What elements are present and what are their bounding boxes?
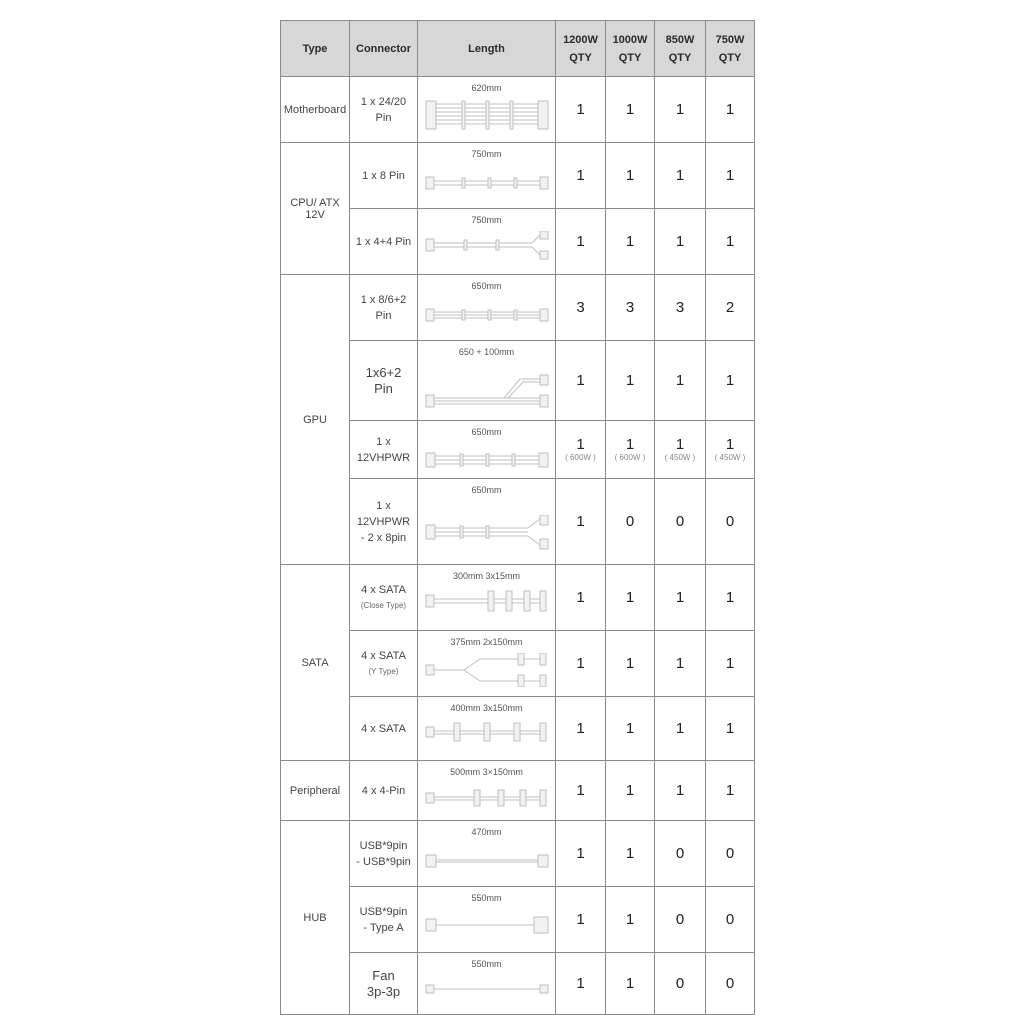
table-row xyxy=(281,821,755,887)
qty-1000w: 1 xyxy=(606,77,655,143)
qty-note: ( 600W ) xyxy=(614,453,646,462)
cable-pcie-split-image xyxy=(424,371,550,411)
qty-1000w: 1 xyxy=(606,887,655,953)
table-row xyxy=(281,565,755,631)
qty-850w: 3 xyxy=(655,275,706,341)
connector-line: 4 x SATA xyxy=(361,649,406,662)
header-1200w-qty: QTY xyxy=(569,51,592,64)
length-label: 300mm 3x15mm xyxy=(452,571,521,581)
connector-subtype: (Y Type) xyxy=(368,666,399,676)
qty-850w: 1 xyxy=(655,761,706,821)
qty-1000w: 1 xyxy=(606,821,655,887)
type-cpu-line: CPU/ ATX xyxy=(290,196,340,209)
length-cell xyxy=(418,143,556,209)
type-hub: HUB xyxy=(281,821,350,1015)
table-row xyxy=(281,77,755,143)
qty-750w: 0 xyxy=(706,887,755,953)
length-label: 470mm xyxy=(471,827,502,837)
type-gpu: GPU xyxy=(281,275,350,565)
qty-750w: 1 xyxy=(706,761,755,821)
qty-750w: 2 xyxy=(706,275,755,341)
table-row xyxy=(281,887,755,953)
connector-line: 1 x xyxy=(376,499,391,512)
qty-850w xyxy=(655,421,706,479)
cable-12vhpwr-split-image xyxy=(424,515,550,551)
cable-sata-close-image xyxy=(424,587,550,617)
qty-1000w: 1 xyxy=(606,697,655,761)
qty-1200w: 1 xyxy=(556,631,606,697)
cable-24pin-image xyxy=(424,97,550,137)
cable-4plus4-image xyxy=(424,231,550,261)
type-peripheral: Peripheral xyxy=(281,761,350,821)
length-cell xyxy=(418,887,556,953)
qty-1000w xyxy=(606,421,655,479)
length-label: 750mm xyxy=(471,149,502,159)
header-1000w-watt: 1000W xyxy=(612,33,648,46)
qty-1000w: 3 xyxy=(606,275,655,341)
length-label: 650 + 100mm xyxy=(458,347,515,357)
qty-1000w: 1 xyxy=(606,761,655,821)
connector-line: 1x6+2 xyxy=(365,364,402,380)
connector-cell: 4 x 4-Pin xyxy=(350,761,418,821)
qty-850w: 1 xyxy=(655,143,706,209)
header-750w-watt: 750W xyxy=(715,33,745,46)
connector-cell xyxy=(350,275,418,341)
qty-1200w: 1 xyxy=(556,209,606,275)
length-label: 550mm xyxy=(471,959,502,969)
connector-subtype: (Close Type) xyxy=(360,600,407,610)
cable-spec-table xyxy=(280,20,755,1015)
qty-1200w: 1 xyxy=(556,565,606,631)
connector-line: USB*9pin xyxy=(359,905,408,918)
qty-1200w: 1 xyxy=(556,953,606,1015)
qty-750w: 0 xyxy=(706,479,755,565)
connector-line: Pin xyxy=(374,380,393,396)
connector-line: Pin xyxy=(375,309,392,322)
connector-line: - USB*9pin xyxy=(356,855,411,868)
connector-cell xyxy=(350,565,418,631)
cable-usb-typea-image xyxy=(424,915,550,939)
type-motherboard: Motherboard xyxy=(281,77,350,143)
length-label: 500mm 3×150mm xyxy=(450,767,523,777)
length-cell xyxy=(418,77,556,143)
qty-850w: 1 xyxy=(655,77,706,143)
cable-sata-y-image xyxy=(424,653,550,687)
connector-line: 1 x 24/20 xyxy=(360,95,407,108)
table-row xyxy=(281,143,755,209)
connector-line: 1 x xyxy=(376,435,391,448)
qty-value: 1 xyxy=(725,436,735,453)
type-cpu-line: 12V xyxy=(305,208,325,221)
connector-cell xyxy=(350,953,418,1015)
length-label: 550mm xyxy=(471,893,502,903)
header-connector: Connector xyxy=(350,21,418,77)
connector-line: 12VHPWR xyxy=(356,451,411,464)
table-row xyxy=(281,209,755,275)
header-850w-watt: 850W xyxy=(665,33,695,46)
header-850w xyxy=(655,21,706,77)
length-label: 400mm 3x150mm xyxy=(450,703,523,713)
table-row xyxy=(281,275,755,341)
length-label: 650mm xyxy=(471,427,502,437)
cable-pcie-image xyxy=(424,305,550,335)
qty-1200w: 1 xyxy=(556,887,606,953)
connector-cell: 1 x 8 Pin xyxy=(350,143,418,209)
connector-cell xyxy=(350,631,418,697)
connector-line: 1 x 8/6+2 xyxy=(360,293,407,306)
header-1200w-watt: 1200W xyxy=(563,33,598,46)
qty-750w: 0 xyxy=(706,953,755,1015)
length-cell xyxy=(418,631,556,697)
header-row xyxy=(281,21,755,77)
qty-1200w: 1 xyxy=(556,341,606,421)
connector-cell xyxy=(350,479,418,565)
qty-1000w: 1 xyxy=(606,953,655,1015)
header-1000w xyxy=(606,21,655,77)
qty-1200w: 1 xyxy=(556,761,606,821)
header-750w xyxy=(706,21,755,77)
qty-1000w: 1 xyxy=(606,631,655,697)
cable-sata-image xyxy=(424,717,550,747)
connector-line: Fan xyxy=(372,967,395,983)
qty-note: ( 600W ) xyxy=(565,453,596,462)
qty-750w: 1 xyxy=(706,565,755,631)
qty-1200w: 1 xyxy=(556,697,606,761)
header-type: Type xyxy=(281,21,350,77)
header-750w-qty: QTY xyxy=(718,51,742,64)
qty-1200w: 1 xyxy=(556,77,606,143)
cable-12vhpwr-image xyxy=(424,451,550,475)
qty-1200w: 3 xyxy=(556,275,606,341)
cable-fan-image xyxy=(424,979,550,1003)
table-row xyxy=(281,421,755,479)
table-row xyxy=(281,761,755,821)
length-cell xyxy=(418,565,556,631)
qty-1200w xyxy=(556,421,606,479)
qty-1000w: 1 xyxy=(606,341,655,421)
connector-cell: 4 x SATA xyxy=(350,697,418,761)
length-cell xyxy=(418,479,556,565)
qty-850w: 1 xyxy=(655,209,706,275)
connector-line: 4 x SATA xyxy=(361,583,406,596)
qty-note: ( 450W ) xyxy=(714,453,746,462)
connector-line: - 2 x 8pin xyxy=(360,531,407,544)
qty-1200w: 1 xyxy=(556,479,606,565)
qty-750w: 1 xyxy=(706,631,755,697)
connector-cell xyxy=(350,887,418,953)
table-row xyxy=(281,631,755,697)
table-row xyxy=(281,341,755,421)
cable-4pin-molex-image xyxy=(424,785,550,811)
qty-value: 1 xyxy=(625,436,635,453)
qty-1000w: 1 xyxy=(606,209,655,275)
header-length: Length xyxy=(418,21,556,77)
qty-850w: 0 xyxy=(655,821,706,887)
qty-850w: 0 xyxy=(655,953,706,1015)
length-cell xyxy=(418,697,556,761)
qty-850w: 0 xyxy=(655,887,706,953)
length-label: 375mm 2x150mm xyxy=(450,637,523,647)
header-850w-qty: QTY xyxy=(668,51,692,64)
header-1000w-qty: QTY xyxy=(618,51,642,64)
qty-850w: 1 xyxy=(655,565,706,631)
qty-850w: 1 xyxy=(655,697,706,761)
cable-usb-usb-image xyxy=(424,851,550,875)
qty-850w: 1 xyxy=(655,631,706,697)
length-label: 750mm xyxy=(471,215,502,225)
qty-750w: 1 xyxy=(706,341,755,421)
connector-line: 3p-3p xyxy=(366,983,401,999)
qty-1200w: 1 xyxy=(556,143,606,209)
length-label: 650mm xyxy=(471,281,502,291)
qty-850w: 0 xyxy=(655,479,706,565)
connector-cell xyxy=(350,421,418,479)
qty-750w: 1 xyxy=(706,143,755,209)
qty-750w: 1 xyxy=(706,697,755,761)
length-label: 620mm xyxy=(471,83,502,93)
length-cell xyxy=(418,821,556,887)
qty-1000w: 1 xyxy=(606,565,655,631)
qty-value: 1 xyxy=(576,436,585,453)
length-cell xyxy=(418,761,556,821)
type-sata: SATA xyxy=(281,565,350,761)
qty-750w: 1 xyxy=(706,77,755,143)
header-1200w xyxy=(556,21,606,77)
connector-line: USB*9pin xyxy=(359,839,408,852)
qty-value: 1 xyxy=(675,436,685,453)
qty-850w: 1 xyxy=(655,341,706,421)
length-cell xyxy=(418,275,556,341)
qty-1000w: 0 xyxy=(606,479,655,565)
connector-cell xyxy=(350,77,418,143)
qty-note: ( 450W ) xyxy=(664,453,696,462)
qty-750w: 1 xyxy=(706,209,755,275)
qty-750w xyxy=(706,421,755,479)
length-label: 650mm xyxy=(471,485,502,495)
table-row xyxy=(281,697,755,761)
length-cell xyxy=(418,341,556,421)
type-cpu xyxy=(281,143,350,275)
qty-1200w: 1 xyxy=(556,821,606,887)
length-cell xyxy=(418,421,556,479)
cable-8pin-image xyxy=(424,173,550,203)
connector-cell xyxy=(350,821,418,887)
table-row xyxy=(281,479,755,565)
table-row xyxy=(281,953,755,1015)
length-cell xyxy=(418,953,556,1015)
connector-line: Pin xyxy=(375,111,392,124)
length-cell xyxy=(418,209,556,275)
connector-line: - Type A xyxy=(363,921,404,934)
qty-750w: 0 xyxy=(706,821,755,887)
qty-1000w: 1 xyxy=(606,143,655,209)
connector-line: 12VHPWR xyxy=(356,515,411,528)
connector-cell: 1 x 4+4 Pin xyxy=(350,209,418,275)
connector-cell xyxy=(350,341,418,421)
